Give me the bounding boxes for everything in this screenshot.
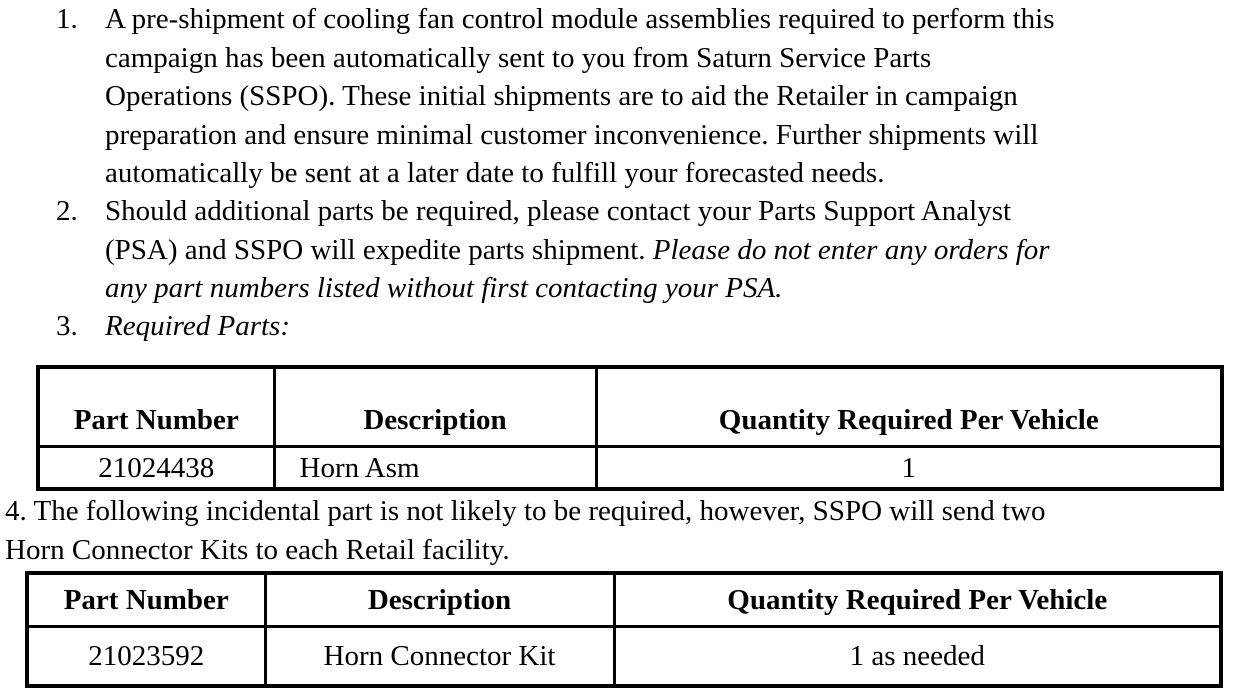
list-number: 1. (56, 3, 78, 35)
text-line: Operations (SSPO). These initial shipments are to aid the Retailer in campaign (105, 80, 1018, 112)
required-parts-heading: Required Parts: (105, 310, 290, 342)
text-italic-line: any part numbers listed without first contacting your PSA. (105, 272, 783, 304)
header-part-number: Part Number (38, 367, 274, 447)
list-item-text (105, 0, 1235, 193)
text-line (105, 231, 1235, 270)
text-line: preparation and ensure minimal customer inconvenience. Further shipments will (105, 118, 1039, 151)
text-line: A pre-shipment of cooling fan control module assemblies required to perform this (105, 3, 1055, 35)
quantity-cell: 1 (596, 447, 1222, 490)
required-parts-table (36, 365, 1224, 491)
text-line: campaign has been automatically sent to you from Saturn Service Parts (105, 41, 932, 74)
list-item-text (105, 307, 1235, 346)
part-number-cell: 21023592 (27, 627, 265, 687)
table-header-row (38, 367, 1222, 447)
text-line: Horn Connector Kits to each Retail facility. (5, 533, 510, 566)
incidental-parts-table (25, 571, 1223, 688)
text-line: Should additional parts be required, please contact your Parts Support Analyst (105, 195, 1012, 227)
text-italic: Please do not enter any orders for (652, 233, 1050, 266)
header-description: Description (274, 367, 596, 447)
header-quantity: Quantity Required Per Vehicle (614, 573, 1221, 627)
table-header-row (27, 573, 1221, 627)
part-number-cell: 21024438 (38, 447, 274, 490)
text-line: 4. The following incidental part is not likely to be required, however, SSPO will send two (5, 495, 1046, 527)
quantity-cell: 1 as needed (614, 627, 1221, 687)
list-item-text (5, 492, 1135, 569)
header-part-number: Part Number (27, 573, 265, 627)
description-cell: Horn Asm (274, 447, 596, 490)
description-cell: Horn Connector Kit (265, 627, 614, 687)
text-line: automatically be sent at a later date to fulfill your forecasted needs. (105, 157, 885, 189)
header-description: Description (265, 573, 614, 627)
list-item-text (105, 192, 1235, 308)
header-quantity: Quantity Required Per Vehicle (596, 367, 1222, 447)
text-plain: (PSA) and SSPO will expedite parts shipment. (105, 233, 653, 266)
list-number: 2. (56, 195, 78, 227)
table-row (27, 627, 1221, 687)
table-row (38, 447, 1222, 490)
list-number: 3. (56, 310, 78, 342)
